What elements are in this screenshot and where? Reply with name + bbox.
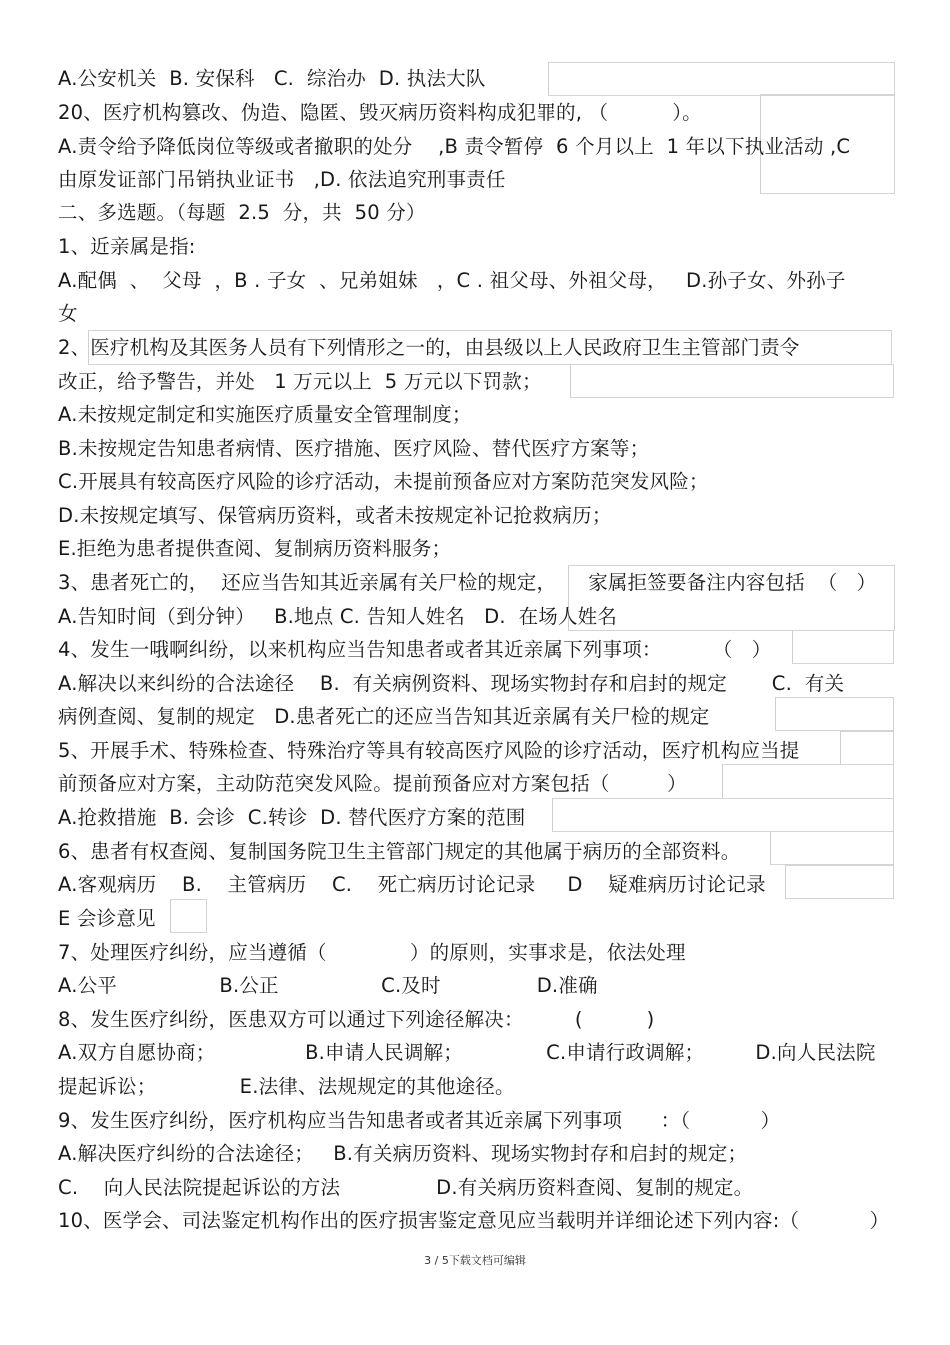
question-line: 7、处理医疗纠纷，应当遵循（ ）的原则，实事求是，依法处理 <box>58 941 686 964</box>
scan-box <box>548 62 895 96</box>
option-line: 病例查阅、复制的规定 D.患者死亡的还应当告知其近亲属有关尸检的规定 <box>58 705 710 728</box>
question-line: 5、开展手术、特殊检查、特殊治疗等具有较高医疗风险的诊疗活动，医疗机构应当提 <box>58 739 800 762</box>
option-line: 由原发证部门吊销执业证书 ,D. 依法追究刑事责任 <box>58 168 506 191</box>
page-footer: 3 / 5下载文档可编辑 <box>424 1254 526 1267</box>
scan-box <box>770 831 894 865</box>
question-line: 10、医学会、司法鉴定机构作出的医疗损害鉴定意见应当载明并详细论述下列内容:（ ） <box>58 1209 890 1232</box>
option-line: A.抢救措施 B. 会诊 C.转诊 D. 替代医疗方案的范围 <box>58 806 526 829</box>
scan-box <box>840 731 894 765</box>
question-line: 6、患者有权查阅、复制国务院卫生主管部门规定的其他属于病历的全部资料。 <box>58 840 741 863</box>
question-line: 1、近亲属是指: <box>58 235 196 258</box>
question-line: 2、医疗机构及其医务人员有下列情形之一的，由县级以上人民政府卫生主管部门责令 <box>58 336 800 359</box>
question-line: 20、医疗机构篡改、伪造、隐匿、毁灭病历资料构成犯罪的, （ ）。 <box>58 101 702 124</box>
option-line: A.客观病历 B. 主管病历 C. 死亡病历讨论记录 D 疑难病历讨论记录 <box>58 873 766 896</box>
question-line: 前预备应对方案，主动防范突发风险。提前预备应对方案包括（ ） <box>58 772 687 795</box>
option-line: C. 向人民法院提起诉讼的方法 D.有关病历资料查阅、复制的规定。 <box>58 1176 754 1199</box>
option-line: C.开展具有较高医疗风险的诊疗活动，未提前预备应对方案防范突发风险； <box>58 470 709 493</box>
option-line: E 会诊意见 <box>58 907 156 930</box>
scan-box <box>792 630 894 664</box>
question-line: 4、发生一哦啊纠纷，以来机构应当告知患者或者其近亲属下列事项： （ ） <box>58 638 772 661</box>
question-line: 9、发生医疗纠纷，医疗机构应当告知患者或者其近亲属下列事项 ：（ ） <box>58 1109 781 1132</box>
scan-box <box>570 364 894 398</box>
option-line: 提起诉讼； E.法律、法规规定的其他途径。 <box>58 1075 515 1098</box>
scan-box <box>170 899 207 933</box>
scan-box <box>552 798 894 832</box>
option-line: A.双方自愿协商； B.申请人民调解； C.申请行政调解； D.向人民法院 <box>58 1041 876 1064</box>
option-line: A.责令给予降低岗位等级或者撤职的处分 ,B 责令暂停 6 个月以上 1 年以下执业活动 ,C <box>58 135 851 158</box>
question-line: 8、发生医疗纠纷，医患双方可以通过下列途径解决： ( ) <box>58 1008 655 1031</box>
scan-box <box>775 697 894 731</box>
option-line: E.拒绝为患者提供查阅、复制病历资料服务； <box>58 537 452 560</box>
question-line: 3、患者死亡的， 还应当告知其近亲属有关尸检的规定， 家属拒签要备注内容包括 （ ） <box>58 571 877 594</box>
section-heading: 二、多选题。（每题 2.5 分，共 50 分） <box>58 201 426 224</box>
option-line: A.告知时间（到分钟） B.地点 C. 告知人姓名 D. 在场人姓名 <box>58 605 618 628</box>
option-line: D.未按规定填写、保管病历资料，或者未按规定补记抢救病历； <box>58 504 612 527</box>
option-line: 女 <box>58 302 78 325</box>
option-line: A.配偶 、 父母 ，B . 子女 、兄弟姐妹 ，C . 祖父母、外祖父母， D.孙子女、外孙子 <box>58 269 846 292</box>
option-line: A.解决医疗纠纷的合法途径； B.有关病历资料、现场实物封存和启封的规定； <box>58 1142 748 1165</box>
option-line: A.公平 B.公正 C.及时 D.准确 <box>58 974 598 997</box>
option-line: A.解决以来纠纷的合法途径 B. 有关病例资料、现场实物封存和启封的规定 C. 有关 <box>58 672 845 695</box>
question-line: 改正，给予警告，并处 1 万元以上 5 万元以下罚款； <box>58 370 542 393</box>
scan-box <box>722 764 894 799</box>
option-line: B.未按规定告知患者病情、医疗措施、医疗风险、替代医疗方案等； <box>58 437 650 460</box>
text-line: A.公安机关 B. 安保科 C. 综治办 D. 执法大队 <box>58 67 486 90</box>
option-line: A.未按规定制定和实施医疗质量安全管理制度； <box>58 403 472 426</box>
scan-box <box>785 865 894 899</box>
